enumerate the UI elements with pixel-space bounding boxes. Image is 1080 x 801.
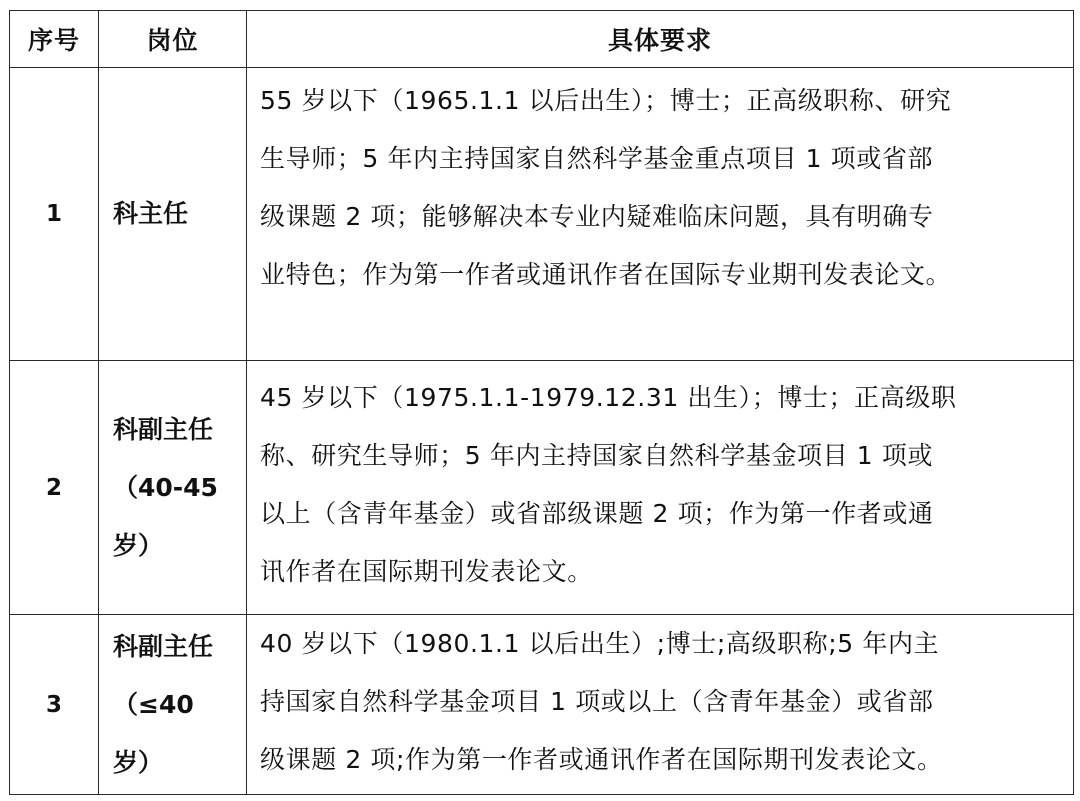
table-row: [10, 68, 1074, 361]
position-cell: [99, 68, 247, 361]
requirement-line: 以上（含青年基金）或省部级课题 2 项；作为第一作者或通: [260, 499, 934, 528]
row-number: 1: [10, 68, 99, 361]
requirement-line: 40 岁以下（1980.1.1 以后出生）;博士;高级职称;5 年内主: [260, 629, 940, 658]
position-line: 科主任: [113, 199, 189, 228]
requirement-line: 持国家自然科学基金项目 1 项或以上（含青年基金）或省部: [260, 687, 934, 716]
requirements-cell: [247, 615, 1074, 795]
requirements-cell: [247, 68, 1074, 361]
table-row: [10, 615, 1074, 795]
requirements-cell: [247, 361, 1074, 615]
requirement-line: 称、研究生导师；5 年内主持国家自然科学基金项目 1 项或: [260, 441, 934, 470]
requirements-table: [9, 10, 1074, 795]
header-position: 岗位: [99, 11, 247, 68]
requirement-line: 55 岁以下（1965.1.1 以后出生）；博士；正高级职称、研究: [260, 86, 952, 115]
position-line: 科副主任: [113, 631, 214, 661]
requirement-line: 业特色；作为第一作者或通讯作者在国际专业期刊发表论文。: [260, 260, 952, 289]
row-number: 2: [10, 361, 99, 615]
position-line: 科副主任: [113, 414, 214, 444]
row-number: 3: [10, 615, 99, 795]
requirement-line: 生导师；5 年内主持国家自然科学基金重点项目 1 项或省部: [260, 144, 934, 173]
header-no: 序号: [10, 11, 99, 68]
requirement-line: 讯作者在国际期刊发表论文。: [260, 557, 593, 586]
requirement-line: 级课题 2 项；能够解决本专业内疑难临床问题，具有明确专: [260, 202, 934, 231]
position-cell: [99, 361, 247, 615]
position-line: （40-45: [113, 472, 218, 502]
position-line: （≤40: [113, 689, 194, 719]
table-header-row: [10, 11, 1074, 68]
requirement-line: 45 岁以下（1975.1.1-1979.12.31 出生）；博士；正高级职: [260, 383, 957, 412]
position-line: 岁）: [113, 530, 164, 560]
header-requirements: 具体要求: [247, 11, 1074, 68]
position-cell: [99, 615, 247, 795]
position-line: 岁）: [113, 747, 164, 777]
requirement-line: 级课题 2 项;作为第一作者或通讯作者在国际期刊发表论文。: [260, 745, 943, 774]
table-row: [10, 361, 1074, 615]
